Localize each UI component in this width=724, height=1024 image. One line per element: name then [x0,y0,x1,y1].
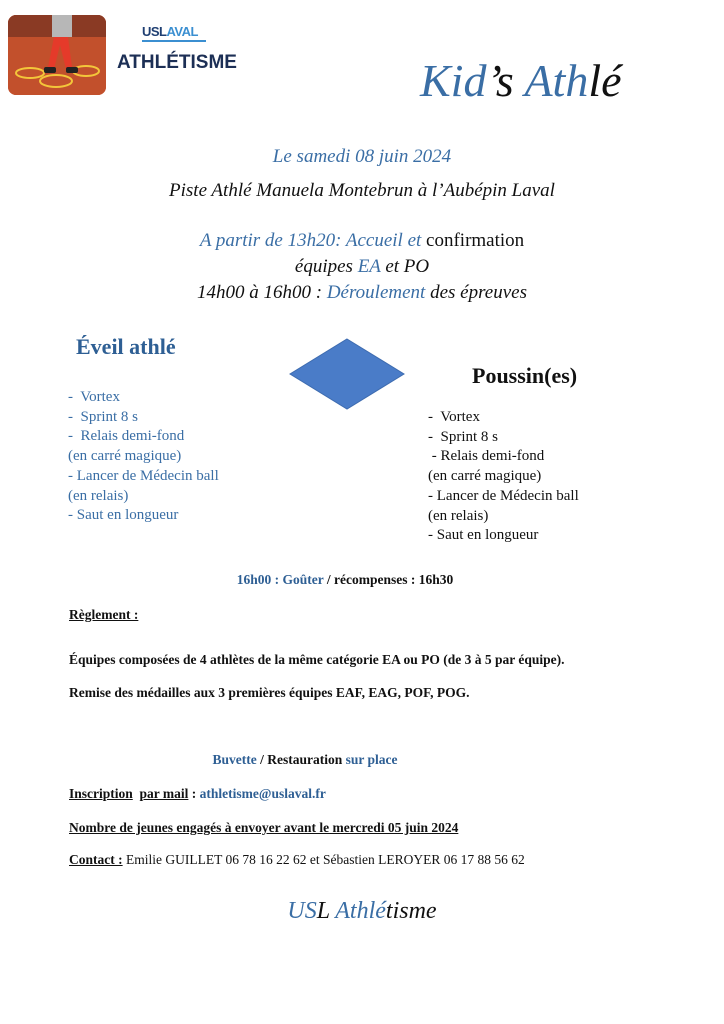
eveil-athle-title: Éveil athlé [76,334,176,359]
contact-text: Emilie GUILLET 06 78 16 22 62 et Sébastien LEROYER 06 17 88 56 62 [122,852,525,867]
schedule-time: 14h00 à 16h00 : [197,282,327,303]
contact-label: Contact : [69,852,123,867]
inscription-label: Inscription [69,786,133,801]
title-part-kid: Kid [420,55,487,106]
teams-po: et PO [380,256,430,277]
usl-logo-laval: AVAL [166,24,198,39]
footer-l: L [316,898,336,924]
footer-tisme: tisme [385,898,437,924]
deadline-line: Nombre de jeunes engagés à envoyer avant le mercredi 05 juin 2024 [69,820,459,835]
teams-ea: EA [357,256,381,277]
title-part-ath: Ath [524,55,589,106]
poussin-events-list [428,408,579,546]
list-item: (en relais) [68,487,129,504]
event-venue: Piste Athlé Manuela Montebrun à l’Aubépin Laval [169,180,555,201]
logo-photo [8,15,106,95]
athletisme-logo-text: ATHLÉTISME [117,52,237,73]
confirmation-text: confirmation [421,230,525,251]
list-item: - Lancer de Médecin ball [68,467,219,484]
usl-logo-usl: USL [142,24,167,39]
list-item: - Sprint 8 s [68,408,139,425]
list-item: (en relais) [428,507,489,524]
contact-line [69,852,525,868]
diamond-shape [288,338,406,410]
reglement-heading: Règlement : [69,607,139,622]
list-item: - Vortex [68,389,120,405]
poussin-title: Poussin(es) [472,363,578,388]
equipes-rule: Équipes composées de 4 athlètes de la même catégorie EA ou PO (de 3 à 5 par équipe). [69,652,565,667]
event-date: Le samedi 08 juin 2024 [272,146,452,167]
title-part-s: ’s [486,55,525,106]
inscription-line [69,786,326,802]
logo-underline [142,40,206,42]
buvette-text: Buvette [212,752,257,767]
list-item: - Relais demi-fond [68,428,185,445]
list-item: - Relais demi-fond [428,448,545,465]
usl-logo-text [142,24,198,39]
par-mail-label: par mail [139,786,189,801]
page-title [420,54,622,107]
list-item: (en carré magique) [428,468,542,485]
list-item: - Saut en longueur [68,507,179,524]
footer-us: US [287,898,317,924]
sur-place-text: sur place [345,752,398,767]
list-item: (en carré magique) [68,448,182,465]
event-schedule-line [0,282,724,304]
event-reception-line [0,230,724,252]
list-item: - Lancer de Médecin ball [428,487,579,504]
athlete-photo-icon [8,15,106,95]
list-item: - Sprint 8 s [428,428,499,445]
list-item: - Vortex [428,409,480,425]
recompenses-time: / récompenses : 16h30 [323,572,454,587]
reception-text: A partir de 13h20: Accueil et [199,230,422,251]
gouter-time: 16h00 : Goûter [236,572,324,587]
schedule-epreuves: des épreuves [425,282,527,303]
title-part-le: lé [588,55,622,106]
footer-signature [0,898,724,925]
gouter-line [0,572,690,588]
remise-rule: Remise des médailles aux 3 premières équipes EAF, EAG, POF, POG. [69,685,470,700]
footer-athle: Athlé [335,898,386,924]
eveil-events-list [68,388,219,526]
schedule-deroulement: Déroulement [326,282,426,303]
buvette-line [0,752,610,768]
restauration-text: / Restauration [256,752,346,767]
list-item: - Saut en longueur [428,527,539,544]
teams-text: équipes [294,256,358,277]
inscription-email-link[interactable]: athletisme@uslaval.fr [199,786,326,801]
event-teams-line [0,256,724,278]
inscription-colon: : [188,786,200,801]
